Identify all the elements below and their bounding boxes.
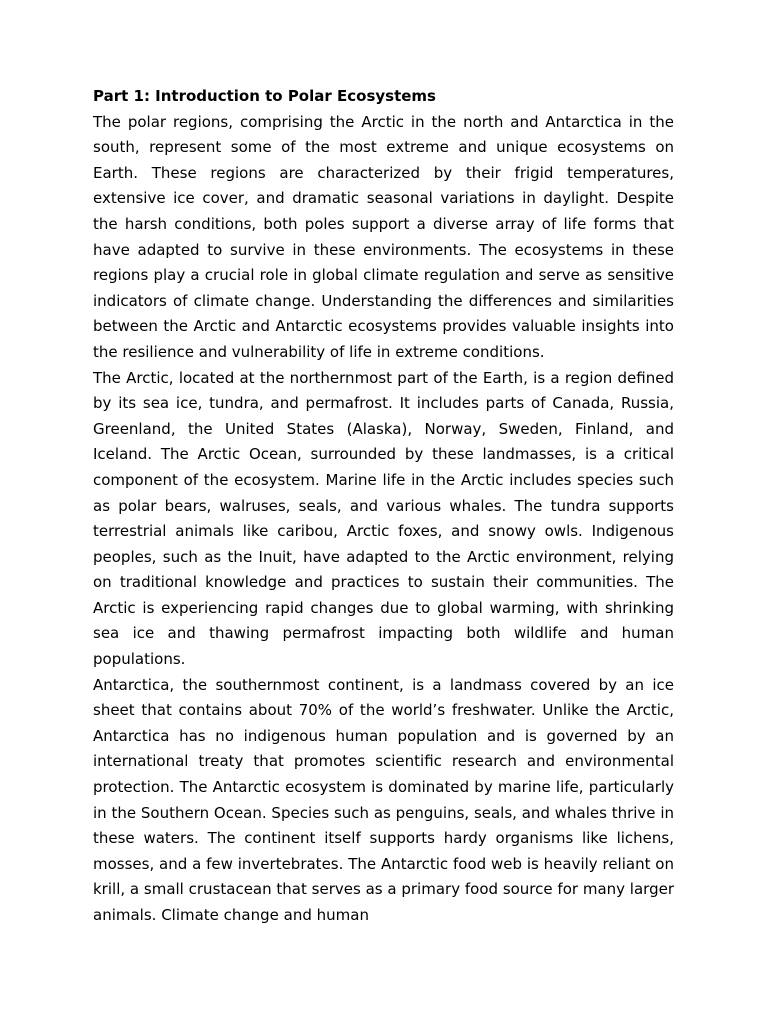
paragraph-intro: The polar regions, comprising the Arctic in the north and Antarctica in the south, represent some of the most extreme and unique ecosystems on Earth. These regions are characterized by their frigid temperatures, extensive ice cover, and dramatic seasonal variations in daylight. Despite the harsh conditions, both poles support a diverse array of life forms that have adapted to survive in these environments. The ecosystems in these regions play a crucial role in global climate regulation and serve as sensitive indicators of climate change. Understanding the differences and similarities between the Arctic and Antarctic ecosystems provides valuable insights into the resilience and vulnerability of life in extreme conditions.: [93, 112, 674, 361]
paragraph-antarctica: Antarctica, the southernmost continent, is a landmass covered by an ice sheet that contains about 70% of the world’s freshwater. Unlike the Arctic, Antarctica has no indigenous human population and is governed by an international treaty that promotes scientific research and environmental protection. The Antarctic ecosystem is dominated by marine life, particularly in the Southern Ocean. Species such as penguins, seals, and whales thrive in these waters. The continent itself supports hardy organisms like lichens, mosses, and a few invertebrates. The Antarctic food web is heavily reliant on krill, a small crustacean that serves as a primary food source for many larger animals. Climate change and human: [93, 675, 674, 924]
section-heading: Part 1: Introduction to Polar Ecosystems: [93, 87, 436, 105]
document-page: [93, 84, 674, 929]
paragraph-arctic: The Arctic, located at the northernmost part of the Earth, is a region defined by its sea ice, tundra, and permafrost. It includes parts of Canada, Russia, Greenland, the United States (Alaska), Norway, Sweden, Finland, and Iceland. The Arctic Ocean, surrounded by these landmasses, is a critical component of the ecosystem. Marine life in the Arctic includes species such as polar bears, walruses, seals, and various whales. The tundra supports terrestrial animals like caribou, Arctic foxes, and snowy owls. Indigenous peoples, such as the Inuit, have adapted to the Arctic environment, relying on traditional knowledge and practices to sustain their communities. The Arctic is experiencing rapid changes due to global warming, with shrinking sea ice and thawing permafrost impacting both wildlife and human populations.: [93, 368, 674, 669]
